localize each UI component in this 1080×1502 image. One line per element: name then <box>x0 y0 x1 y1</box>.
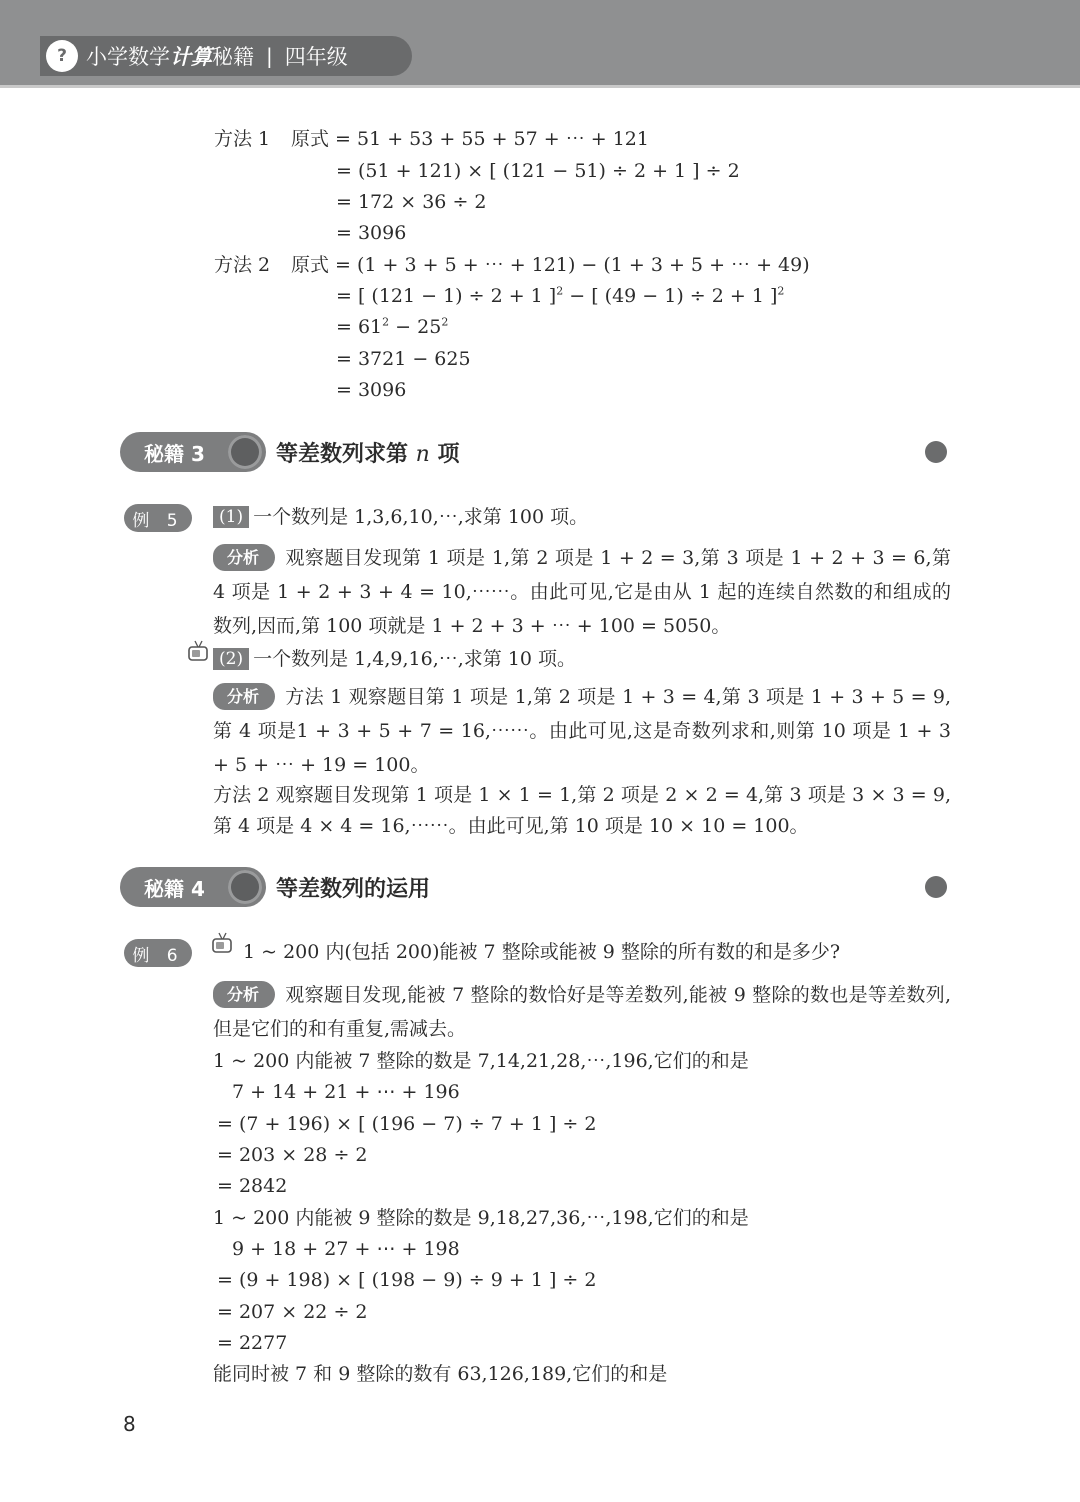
ex6-line6: 1 ~ 200 内能被 9 整除的数是 9,18,27,36,⋯,198,它们的和是 <box>213 1207 749 1229</box>
book-title-tab <box>40 36 412 76</box>
method2-line1: 原式 = (1 + 3 + 5 + ⋯ + 121) − (1 + 3 + 5 + ⋯ + 49) <box>291 254 810 276</box>
method2-line3: = $61^2 - 25^2$ <box>336 315 449 338</box>
q1-number-badge: (1) <box>213 506 249 528</box>
example6-question: 1 ~ 200 内(包括 200)能被 7 整除或能被 9 整除的所有数的和是多少? <box>243 941 841 963</box>
section4-label: 秘籍 4 <box>144 876 205 901</box>
ex6-line10: = 2277 <box>217 1332 288 1354</box>
section4-knob-icon <box>228 870 262 904</box>
section3-knob-icon <box>228 435 262 469</box>
section3-pill <box>120 432 266 472</box>
ex6-line7: 9 + 18 + 27 + ⋯ + 198 <box>232 1238 460 1260</box>
method1-label: 方法 1 <box>214 128 271 150</box>
example5-analysis2: 分析 方法 1 观察题目第 1 项是 1,第 2 项是 1 + 3 = 4,第 3 项是 1 + 3 + 5 = 9,第 4 项是1 + 3 + 5 + 7 = 16,⋯⋯。由此可见,这是奇数列求和,则第 10 项是 1 + 3 + 5 + ⋯ + 19 = 100。 <box>213 680 951 782</box>
example5-badge: 例 5 <box>124 504 192 532</box>
method1-line4: = 3096 <box>336 222 407 244</box>
method1-line2: = (51 + 121) × [ (121 − 51) ÷ 2 + 1 ] ÷ 2 <box>336 160 740 182</box>
section3-title: 等差数列求第 n 项 <box>276 442 460 467</box>
analysis-badge: 分析 <box>213 544 275 571</box>
ex6-line3: = (7 + 196) × [ (196 − 7) ÷ 7 + 1 ] ÷ 2 <box>217 1113 597 1135</box>
method2-line2: = [ (121 − 1) ÷ 2 + 1 ]$^2$ − [ (49 − 1) ÷ 2 + 1 ]$^2$ <box>336 284 785 307</box>
analysis-badge: 分析 <box>213 683 275 710</box>
ex6-line2: 7 + 14 + 21 + ⋯ + 196 <box>232 1081 460 1103</box>
section3-label: 秘籍 3 <box>144 441 205 466</box>
ex6-line1: 1 ~ 200 内能被 7 整除的数是 7,14,21,28,⋯,196,它们的和是 <box>213 1050 749 1072</box>
example5-q2: (2) 一个数列是 1,4,9,16,⋯,求第 10 项。 <box>213 645 576 673</box>
tv-icon <box>188 640 208 662</box>
analysis-badge: 分析 <box>213 981 275 1008</box>
title-separator: | <box>266 44 273 68</box>
q2-number-badge: (2) <box>213 648 249 670</box>
page-number: 8 <box>123 1412 136 1436</box>
ex6-line5: = 2842 <box>217 1175 288 1197</box>
book-title: 小学数学计算秘籍 <box>86 44 254 69</box>
method1-line1: 原式 = 51 + 53 + 55 + 57 + ⋯ + 121 <box>291 128 649 150</box>
header-bar <box>0 0 1080 88</box>
section4-pill <box>120 867 266 907</box>
ex6-line9: = 207 × 22 ÷ 2 <box>217 1301 368 1323</box>
section4-dot-icon <box>925 876 947 898</box>
method1-line3: = 172 × 36 ÷ 2 <box>336 191 487 213</box>
example5-q1: (1) 一个数列是 1,3,6,10,⋯,求第 100 项。 <box>213 503 588 531</box>
tv-icon <box>212 932 232 954</box>
example5-analysis1: 分析 观察题目发现第 1 项是 1,第 2 项是 1 + 2 = 3,第 3 项是 1 + 2 + 3 = 6,第 4 项是 1 + 2 + 3 + 4 = 10,⋯⋯。由此可见,它是由从 1 起的连续自然数的和组成的数列,因而,第 100 项就是 1 + 2 + 3 + ⋯ + 100 = 5050。 <box>213 541 951 643</box>
ex6-line8: = (9 + 198) × [ (198 − 9) ÷ 9 + 1 ] ÷ 2 <box>217 1269 597 1291</box>
section3-dot-icon <box>925 441 947 463</box>
ex6-line4: = 203 × 28 ÷ 2 <box>217 1144 368 1166</box>
section4-title: 等差数列的运用 <box>276 877 431 902</box>
example6-badge: 例 6 <box>124 939 192 967</box>
example5-analysis3: 方法 2 观察题目发现第 1 项是 1 × 1 = 1,第 2 项是 2 × 2 = 4,第 3 项是 3 × 3 = 9,第 4 项是 4 × 4 = 16,⋯⋯。由此可见,第 10 项是 10 × 10 = 100。 <box>213 784 951 837</box>
ex6-line11: 能同时被 7 和 9 整除的数有 63,126,189,它们的和是 <box>213 1363 668 1385</box>
method2-line5: = 3096 <box>336 379 407 401</box>
example6-analysis: 分析 观察题目发现,能被 7 整除的数恰好是等差数列,能被 9 整除的数也是等差数列,但是它们的和有重复,需减去。 <box>213 978 951 1046</box>
method2-line4: = 3721 − 625 <box>336 348 471 370</box>
grade-label: 四年级 <box>284 45 348 69</box>
logo-icon: ? <box>46 40 78 72</box>
method2-label: 方法 2 <box>214 254 271 276</box>
